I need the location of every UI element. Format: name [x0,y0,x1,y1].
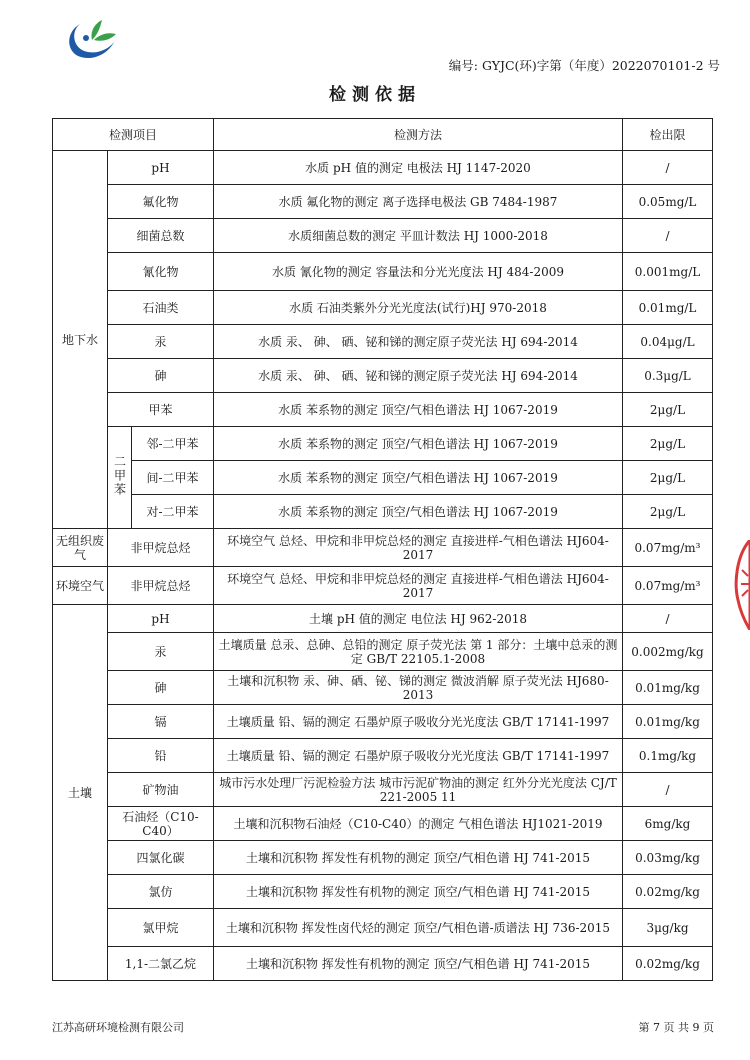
table-row [53,633,713,671]
company-logo-icon [58,14,122,64]
method-cell: 水质 氰化物的测定 容量法和分光光度法 HJ 484-2009 [214,253,623,291]
limit-cell: 0.04μg/L [623,325,713,359]
method-cell: 土壤 pH 值的测定 电位法 HJ 962-2018 [214,605,623,633]
method-cell: 水质 苯系物的测定 顶空/气相色谱法 HJ 1067-2019 [214,393,623,427]
xylene-group [108,427,132,529]
table-row [53,359,713,393]
item-cell: 砷 [108,359,214,393]
method-cell: 水质 石油类紫外分光光度法(试行)HJ 970-2018 [214,291,623,325]
limit-cell: 0.01mg/kg [623,705,713,739]
limit-cell: 0.05mg/L [623,185,713,219]
item-cell: 间-二甲苯 [132,461,214,495]
item-cell: 氯仿 [108,875,214,909]
footer-company: 江苏高研环境检测有限公司 [52,1021,184,1034]
header-method: 检测方法 [214,119,623,151]
table-row [53,567,713,605]
limit-cell: 0.07mg/m³ [623,529,713,567]
method-cell: 水质 苯系物的测定 顶空/气相色谱法 HJ 1067-2019 [214,461,623,495]
detection-basis-table [52,118,713,981]
method-cell: 土壤和沉积物 挥发性有机物的测定 顶空/气相色谱 HJ 741-2015 [214,841,623,875]
category-fugitive: 无组织废气 [53,529,108,567]
table-row [53,427,713,461]
limit-cell: 2μg/L [623,427,713,461]
method-cell: 水质 苯系物的测定 顶空/气相色谱法 HJ 1067-2019 [214,427,623,461]
table-row [53,671,713,705]
item-cell: pH [108,605,214,633]
limit-cell: 0.001mg/L [623,253,713,291]
method-cell: 水质 汞、 砷、 硒、铋和锑的测定原子荧光法 HJ 694-2014 [214,359,623,393]
limit-cell: 0.01mg/kg [623,671,713,705]
item-cell: pH [108,151,214,185]
table-header-row [53,119,713,151]
method-cell: 环境空气 总烃、甲烷和非甲烷总烃的测定 直接进样-气相色谱法 HJ604-2017 [214,567,623,605]
item-cell: 1,1-二氯乙烷 [108,947,214,981]
method-cell: 土壤和沉积物石油烃（C10-C40）的测定 气相色谱法 HJ1021-2019 [214,807,623,841]
item-cell: 镉 [108,705,214,739]
limit-cell: 2μg/L [623,461,713,495]
method-cell: 城市污水处理厂污泥检验方法 城市污泥矿物油的测定 红外分光光度法 CJ/T 221-2005 11 [214,773,623,807]
table-row [53,151,713,185]
method-cell: 土壤和沉积物 挥发性卤代烃的测定 顶空/气相色谱-质谱法 HJ 736-2015 [214,909,623,947]
table-row [53,185,713,219]
method-cell: 土壤质量 铅、镉的测定 石墨炉原子吸收分光光度法 GB/T 17141-1997 [214,705,623,739]
document-number: 编号: GYJC(环)字第（年度）2022070101-2 号 [448,58,720,73]
table-row [53,807,713,841]
footer-page-number: 第 7 页 共 9 页 [638,1021,714,1034]
table-row [53,875,713,909]
limit-cell: 0.07mg/m³ [623,567,713,605]
table-row [53,325,713,359]
item-cell: 汞 [108,325,214,359]
item-cell: 非甲烷总烃 [108,567,214,605]
table-row [53,495,713,529]
item-cell: 石油类 [108,291,214,325]
limit-cell: / [623,605,713,633]
method-cell: 土壤和沉积物 挥发性有机物的测定 顶空/气相色谱 HJ 741-2015 [214,875,623,909]
item-cell: 氰化物 [108,253,214,291]
item-cell: 汞 [108,633,214,671]
limit-cell: 2μg/L [623,495,713,529]
method-cell: 土壤质量 总汞、总砷、总铅的测定 原子荧光法 第 1 部分：土壤中总汞的测定 GB/T 22105.1-2008 [214,633,623,671]
method-cell: 水质 汞、 砷、 硒、铋和锑的测定原子荧光法 HJ 694-2014 [214,325,623,359]
item-cell: 矿物油 [108,773,214,807]
limit-cell: 0.02mg/kg [623,947,713,981]
limit-cell: 0.3μg/L [623,359,713,393]
header-item: 检测项目 [53,119,214,151]
method-cell: 水质 pH 值的测定 电极法 HJ 1147-2020 [214,151,623,185]
table-row [53,393,713,427]
limit-cell: / [623,773,713,807]
limit-cell: 6mg/kg [623,807,713,841]
method-cell: 水质细菌总数的测定 平皿计数法 HJ 1000-2018 [214,219,623,253]
red-seal-icon [724,540,750,630]
table-row [53,219,713,253]
item-cell: 氯甲烷 [108,909,214,947]
limit-cell: 0.002mg/kg [623,633,713,671]
category-groundwater: 地下水 [53,151,108,529]
table-row [53,773,713,807]
limit-cell: 3μg/kg [623,909,713,947]
xylene-group-label: 二甲苯 [112,455,127,497]
table-row [53,461,713,495]
item-cell: 氟化物 [108,185,214,219]
table-row [53,705,713,739]
item-cell: 铅 [108,739,214,773]
method-cell: 土壤和沉积物 汞、砷、硒、铋、锑的测定 微波消解 原子荧光法 HJ680-2013 [214,671,623,705]
table-row [53,605,713,633]
item-cell: 对-二甲苯 [132,495,214,529]
table-row [53,529,713,567]
limit-cell: 0.03mg/kg [623,841,713,875]
category-ambient: 环境空气 [53,567,108,605]
table-row [53,841,713,875]
method-cell: 水质 氟化物的测定 离子选择电极法 GB 7484-1987 [214,185,623,219]
item-cell: 细菌总数 [108,219,214,253]
category-soil: 土壤 [53,605,108,981]
item-cell: 四氯化碳 [108,841,214,875]
page-title: 检测依据 [329,85,421,105]
limit-cell: / [623,151,713,185]
limit-cell: 0.02mg/kg [623,875,713,909]
method-cell: 水质 苯系物的测定 顶空/气相色谱法 HJ 1067-2019 [214,495,623,529]
item-cell: 甲苯 [108,393,214,427]
limit-cell: 0.01mg/L [623,291,713,325]
table-row [53,909,713,947]
limit-cell: 2μg/L [623,393,713,427]
item-cell: 石油烃（C10-C40） [108,807,214,841]
item-cell: 邻-二甲苯 [132,427,214,461]
method-cell: 土壤和沉积物 挥发性有机物的测定 顶空/气相色谱 HJ 741-2015 [214,947,623,981]
header-limit: 检出限 [623,119,713,151]
method-cell: 土壤质量 铅、镉的测定 石墨炉原子吸收分光光度法 GB/T 17141-1997 [214,739,623,773]
table-row [53,291,713,325]
table-row [53,253,713,291]
table-row [53,947,713,981]
table-row [53,739,713,773]
method-cell: 环境空气 总烃、甲烷和非甲烷总烃的测定 直接进样-气相色谱法 HJ604-2017 [214,529,623,567]
item-cell: 非甲烷总烃 [108,529,214,567]
limit-cell: / [623,219,713,253]
limit-cell: 0.1mg/kg [623,739,713,773]
item-cell: 砷 [108,671,214,705]
